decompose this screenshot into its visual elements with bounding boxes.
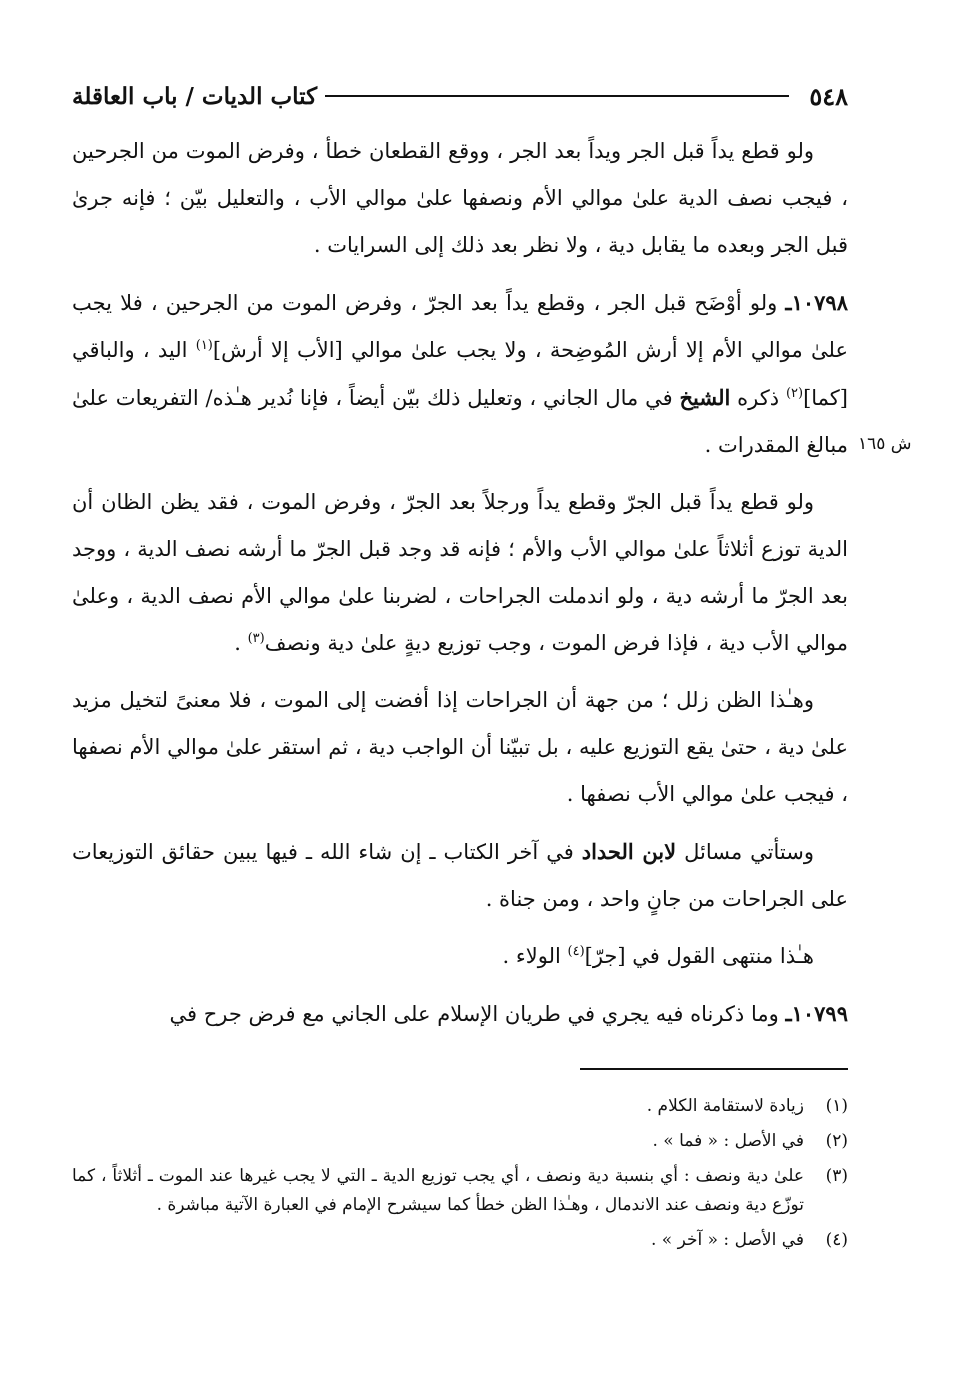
- paragraph-5-text-b: في آخر الكتاب ـ إن شاء الله ـ فيها يبين حقائق التوزيعات على الجراحات من جانٍ واحد ، ومن جناة .: [72, 840, 848, 911]
- paragraph-3: [72, 479, 848, 667]
- footnote-ref-4[interactable]: (٤): [567, 944, 585, 959]
- footnote-number: (٢): [825, 1131, 848, 1151]
- issue-number-10799: ١٠٧٩٩ـ: [785, 1001, 848, 1026]
- paragraph-5-text-a: وستأتي مسائل: [676, 840, 814, 864]
- footnote-number: (٤): [825, 1230, 848, 1250]
- page-header: [72, 76, 848, 116]
- footnote-2: [72, 1127, 848, 1156]
- paragraph-10798-text-c: ذكره: [730, 386, 786, 410]
- paragraph-10798-text-a: ولو أوْضَح قبل الجر ، وقطع يداً بعد الجرّ ، وفرض الموت من الجرحين ، فلا يجب علىٰ موالي الأم إلا أرش المُوضِحة ، ولا يجب علىٰ موالي [الأب إلا أرش]: [72, 291, 848, 362]
- footnote-text: في الأصل : « آخر » .: [651, 1230, 804, 1250]
- paragraph-3-text-a: ولو قطع يداً قبل الجرّ وقطع يداً ورجلاً بعد الجرّ ، وفرض الموت ، فقد يظن الظان أن الدية توزع أثلاثاً علىٰ موالي الأب والأم ؛ فإنه قد وجد قبل الجرّ ما أرشه نصف الدية ، ووجد بعد الجرّ ما أرشه دية ، ولو اندملت الجراحات ، لضربنا علىٰ موالي الأم نصف الدية ، وعلىٰ موالي الأب دية ، فإذا فرض الموت ، وجب توزيع ديةٍ علىٰ دية ونصف: [72, 490, 848, 655]
- paragraph-3-text-b: .: [234, 631, 248, 655]
- page-number: ٥٤٨: [809, 81, 848, 111]
- paragraph-10798-text-b: اليد ، والباقي [كما]: [72, 338, 849, 410]
- sheikh-term: الشيخ: [679, 385, 731, 410]
- margin-manuscript-ref: ش ١٦٥: [858, 434, 912, 454]
- footnote-ref-2[interactable]: (٢): [785, 386, 804, 401]
- issue-number-10798: ١٠٧٩٨ـ: [785, 290, 848, 315]
- footnote-ref-3[interactable]: (٣): [247, 631, 265, 646]
- paragraph-6: [72, 933, 848, 980]
- footnote-ref-1[interactable]: (١): [195, 338, 213, 353]
- paragraph-5: [72, 828, 848, 923]
- footnote-text: علىٰ دية ونصف : أي بنسبة دية ونصف ، أي يجب توزيع الدية ـ التي لا يجب غيرها عند الموت ـ أثلاثاً ، كما توزّع دية ونصف عند الاندمال ، وهـٰذا الظن خطأ كما سيشرح الإمام في العبارة الآتية مباشرة .: [72, 1166, 804, 1215]
- footnote-text: في الأصل : « فما » .: [652, 1131, 804, 1151]
- paragraph-10799: [72, 990, 848, 1038]
- footnote-4: [72, 1226, 848, 1255]
- footnote-3: [72, 1162, 848, 1220]
- footnote-number: (١): [825, 1096, 848, 1116]
- paragraph-10798: [72, 279, 848, 469]
- paragraph-1: ولو قطع يداً قبل الجر ويداً بعد الجر ، ووقع القطعان خطأ ، وفرض الموت من الجرحين ، فيجب نصف الدية علىٰ موالي الأم ونصفها علىٰ موالي الأب ، والتعليل بيّن ؛ فإنه جرىٰ قبل الجر وبعده ما يقابل دية ، ولا نظر بعد ذلك إلى السرايات .: [72, 139, 848, 257]
- paragraph-10799-text: وما ذكرناه فيه يجري في طريان الإسلام على الجاني مع فرض جرح في: [169, 1002, 779, 1026]
- paragraph-6-text-a: هـٰذا منتهى القول في [جرّ]: [584, 944, 814, 968]
- footnote-1: [72, 1092, 848, 1121]
- running-title: كتاب الديات / باب العاقلة: [72, 82, 318, 110]
- main-text: [72, 128, 848, 1048]
- footnote-separator: [580, 1068, 848, 1070]
- paragraph-6-text-b: الولاء .: [502, 944, 568, 968]
- paragraph-10798-text-d: في مال الجاني ، وتعليل ذلك بيّن أيضاً ، فإنا نُدير هـٰذه/ التفريعات علىٰ مبالغ المقدرات .: [72, 386, 848, 457]
- header-rule: [325, 95, 789, 97]
- footnote-text: زيادة لاستقامة الكلام .: [646, 1096, 804, 1116]
- footnotes: [72, 1092, 848, 1261]
- footnote-number: (٣): [825, 1166, 848, 1186]
- ibn-al-haddad-name: لابن الحداد: [581, 839, 677, 864]
- paragraph-4: وهـٰذا الظن زلل ؛ من جهة أن الجراحات إذا أفضت إلى الموت ، فلا معنىً لتخيل مزيد علىٰ دية ، حتىٰ يقع التوزيع عليه ، بل تبيّنا أن الواجب دية ، ثم استقر علىٰ موالي الأم نصفها ، فيجب علىٰ موالي الأب نصفها .: [72, 688, 848, 806]
